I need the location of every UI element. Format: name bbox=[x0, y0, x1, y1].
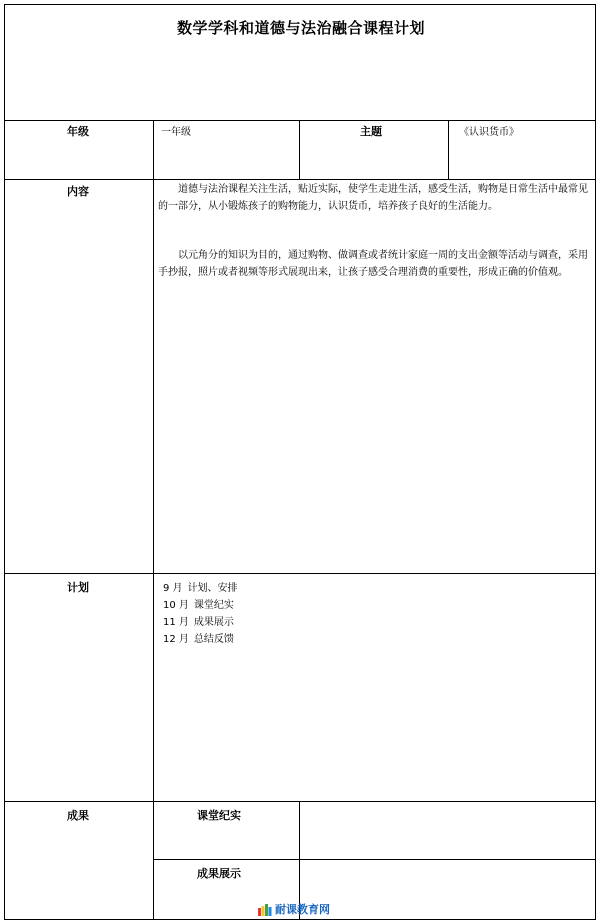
plan-task: 课堂纪实 bbox=[193, 600, 234, 611]
logo-text: 耐课教育网 bbox=[275, 903, 330, 916]
page-title: 数学学科和道德与法治融合课程计划 bbox=[176, 19, 425, 37]
plan-table bbox=[4, 4, 596, 920]
rule bbox=[5, 120, 595, 121]
plan-item bbox=[163, 580, 238, 597]
rule bbox=[5, 573, 595, 574]
results-row-label: 课堂纪实 bbox=[197, 809, 241, 822]
plan-task: 计划、安排 bbox=[187, 583, 238, 594]
content-label: 内容 bbox=[67, 185, 89, 198]
plan-task: 总结反馈 bbox=[193, 634, 234, 645]
rule bbox=[153, 120, 154, 919]
site-logo bbox=[258, 901, 330, 917]
results-row-label: 成果展示 bbox=[197, 867, 241, 880]
rule bbox=[299, 120, 300, 179]
grade-value: 一年级 bbox=[161, 127, 191, 138]
content-paragraph: 以元角分的知识为目的，通过购物、做调查或者统计家庭一周的支出金额等活动与调查，采用手抄报，照片或者视频等形式展现出来，让孩子感受合理消费的重要性，形成正确的价值观。 bbox=[158, 250, 588, 278]
plan-month: 11 月 bbox=[163, 617, 189, 628]
plan-month: 12 月 bbox=[163, 634, 189, 645]
plan-label: 计划 bbox=[67, 581, 89, 594]
theme-value: 《认识货币》 bbox=[459, 127, 519, 138]
plan-month: 10 月 bbox=[163, 600, 189, 611]
grade-label: 年级 bbox=[67, 125, 89, 138]
plan-month: 9 月 bbox=[163, 583, 183, 594]
plan-item bbox=[163, 631, 238, 648]
plan-item bbox=[163, 597, 238, 614]
content-paragraph: 道德与法治课程关注生活，贴近实际，使学生走进生活，感受生活，购物是日常生活中最常见的一部分，从小锻炼孩子的购物能力，认识货币，培养孩子良好的生活能力。 bbox=[158, 184, 588, 212]
results-label: 成果 bbox=[67, 809, 89, 822]
rule bbox=[153, 859, 595, 860]
theme-label: 主题 bbox=[360, 125, 382, 138]
logo-icon bbox=[258, 904, 272, 916]
rule bbox=[5, 179, 595, 180]
plan-item bbox=[163, 614, 238, 631]
rule bbox=[448, 120, 449, 179]
plan-task: 成果展示 bbox=[193, 617, 234, 628]
rule bbox=[5, 801, 595, 802]
plan-list bbox=[163, 580, 238, 648]
